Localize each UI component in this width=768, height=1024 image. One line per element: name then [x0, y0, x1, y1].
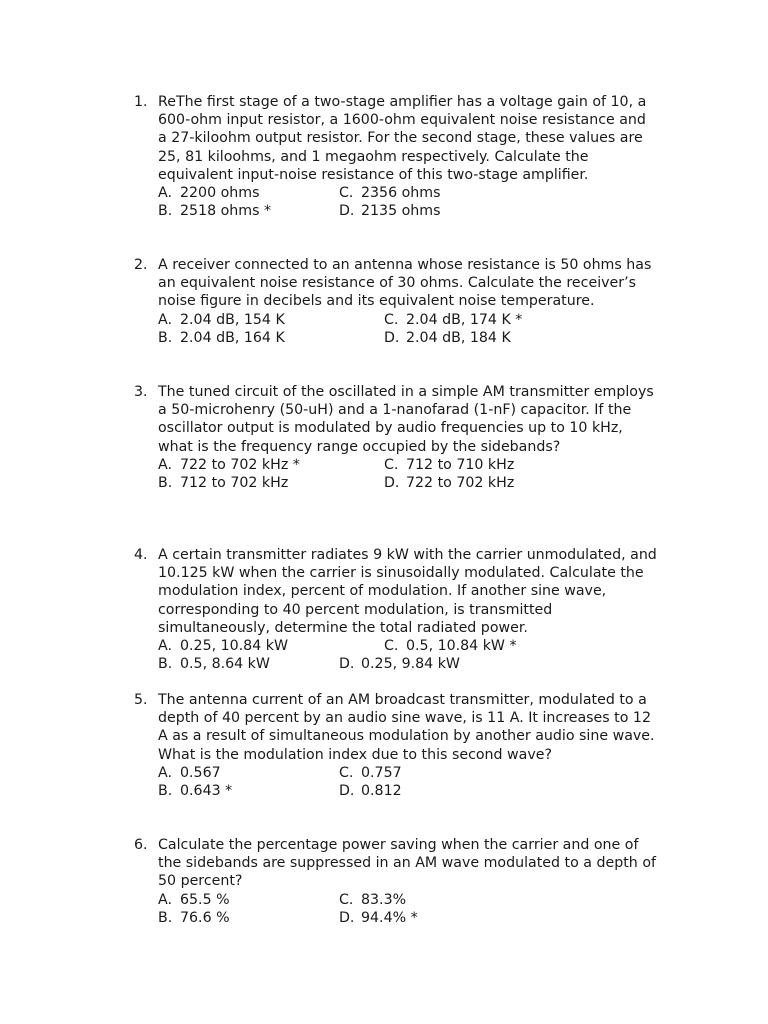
option-d: D. 2135 ohms — [339, 203, 441, 220]
option-a: A. 0.567 — [158, 764, 221, 781]
option-b: B. 76.6 % — [158, 909, 230, 926]
option-d: D. 0.25, 9.84 kW — [339, 656, 460, 673]
question-number: 5. — [134, 692, 148, 708]
options-row — [158, 655, 658, 673]
option-b: B. 0.5, 8.64 kW — [158, 656, 270, 673]
options-row — [158, 456, 658, 474]
options-row — [158, 202, 658, 220]
option-d: D. 2.04 dB, 184 K — [384, 329, 511, 346]
option-d: D. 0.812 — [339, 783, 402, 799]
option-c: C. 712 to 710 kHz — [384, 456, 515, 473]
options-row — [158, 782, 658, 800]
option-d: D. 94.4% * — [339, 909, 418, 926]
option-c: C. 2356 ohms — [339, 185, 441, 202]
option-a: A. 2.04 dB, 154 K — [158, 311, 285, 328]
question-text: The tuned circuit of the oscillated in a simple AM transmitter employs a 50-microhenry (50-uH) and a 1-nanofarad (1-nF) capacitor. If the oscillator output is modulated by audio frequencies up to 10 kHz, what is the frequency range occupied by the sidebands? — [158, 384, 654, 455]
option-c: C. 0.5, 10.84 kW * — [384, 638, 517, 655]
question-text: A receiver connected to an antenna whose resistance is 50 ohms has an equivalent noise resistance of 30 ohms. Calculate the receiver’s noise figure in decibels and its equivalent noise temperature. — [158, 257, 652, 310]
option-a: A. 722 to 702 kHz * — [158, 456, 300, 473]
question-number: 2. — [134, 257, 148, 273]
option-b: B. 2518 ohms * — [158, 203, 272, 220]
question-number: 1. — [134, 94, 148, 110]
options-row — [158, 329, 658, 347]
option-b: B. 712 to 702 kHz — [158, 475, 289, 491]
options-row — [158, 311, 658, 329]
options-row — [158, 474, 658, 492]
options-row — [158, 909, 658, 927]
option-b: B. 2.04 dB, 164 K — [158, 329, 285, 346]
question-text: ReThe first stage of a two-stage amplifier has a voltage gain of 10, a 600-ohm input resistor, a 1600-ohm equivalent noise resistance and a 27-kiloohm output resistor. For the second stage, these values are 25, 81 kiloohms, and 1 megaohm respectively. Calculate the equivalent input-noise resistance of this two-stage amplifier. — [158, 94, 647, 183]
option-a: A. 65.5 % — [158, 891, 230, 908]
options-row — [158, 637, 658, 655]
option-b: B. 0.643 * — [158, 783, 233, 799]
options-row — [158, 184, 658, 202]
options-row — [158, 764, 658, 782]
option-a: A. 0.25, 10.84 kW — [158, 638, 288, 655]
options-row — [158, 891, 658, 909]
question-number: 3. — [134, 384, 148, 400]
question-text: The antenna current of an AM broadcast transmitter, modulated to a depth of 40 percent by an audio sine wave, is 11 A. It increases to 12 A as a result of simultaneous modulation by another audio sine wave. What is the modulation index due to this second wave? — [158, 692, 655, 763]
question-text: A certain transmitter radiates 9 kW with the carrier unmodulated, and 10.125 kW when the carrier is sinusoidally modulated. Calculate the modulation index, percent of modulation. If another sine wave, corresponding to 40 percent modulation, is transmitted simultaneously, determine the total radiated power. — [158, 547, 657, 636]
option-c: C. 0.757 — [339, 764, 402, 781]
question-text: Calculate the percentage power saving when the carrier and one of the sidebands are suppressed in an AM wave modulated to a depth of 50 percent? — [158, 837, 656, 890]
option-c: C. 83.3% — [339, 891, 407, 908]
option-d: D. 722 to 702 kHz — [384, 475, 515, 491]
question-number: 4. — [134, 547, 148, 563]
question-number: 6. — [134, 837, 148, 853]
option-a: A. 2200 ohms — [158, 185, 260, 202]
option-c: C. 2.04 dB, 174 K * — [384, 311, 523, 328]
